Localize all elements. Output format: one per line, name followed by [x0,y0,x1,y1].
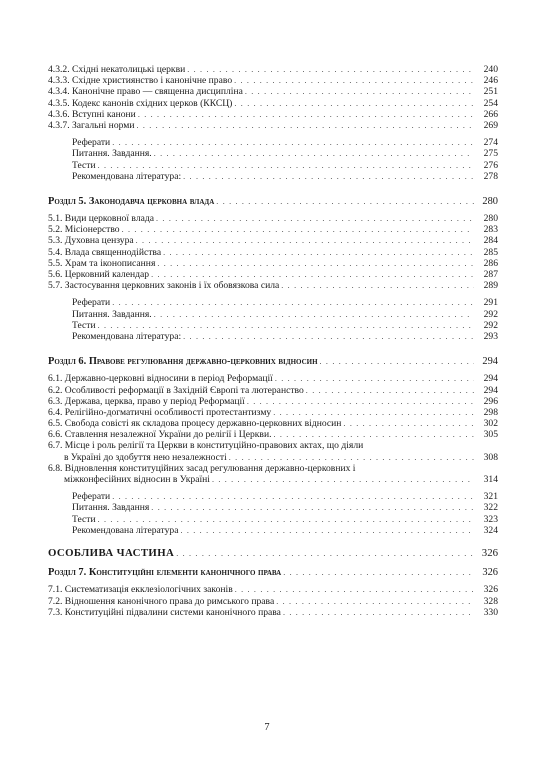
toc-extra-entry[interactable]: Питання. Завдання. . . . 275 [48,148,498,159]
special-part-heading[interactable]: ОСОБЛИВА ЧАСТИНА . . . 326 [48,548,498,559]
page-number: 7 [264,722,270,733]
toc-entry[interactable]: 7.2. Відношення канонічного права до римського права . . . 328 [48,596,498,607]
toc-entry[interactable]: 4.3.2. Східні некатолицькі церкви . . . 240 [48,64,498,75]
toc-extra-entry[interactable]: Реферати . . . 274 [48,137,498,148]
toc-entry[interactable]: 6.6. Ставлення незалежної України до релігії і Церкви. . . . 305 [48,429,498,440]
toc-entry[interactable]: 6.4. Релігійно-догматичні особливості протестантизму . . . 298 [48,407,498,418]
toc-extra-entry[interactable]: Питання. Завдання . . . 322 [48,502,498,513]
toc-entry[interactable]: 4.3.7. Загальні норми . . . 269 [48,120,498,131]
toc-entry[interactable]: 6.1. Державно-церковні відносини в період Реформації . . . 294 [48,373,498,384]
section-6-entries [48,373,498,536]
toc-entry[interactable]: 5.2. Місіонерство . . . 283 [48,224,498,235]
toc-extra-entry[interactable]: Рекомендована література: . . . 293 [48,331,498,342]
toc-entry[interactable]: 5.1. Види церковної влада . . . 280 [48,213,498,224]
toc-entry[interactable]: 5.7. Застосування церковних законів і їх обовязкова сила . . . 289 [48,280,498,291]
toc-entry[interactable]: 4.3.4. Канонічне право — священна дисципліна . . . 251 [48,86,498,97]
toc-entry[interactable]: 6.5. Свобода совісті як складова процесу державно-церковних відносин . . . 302 [48,418,498,429]
section-6-heading[interactable]: Розділ 6. Правове регулювання державно-церковних відносин . . . 294 [48,356,498,367]
toc-extra-entry[interactable]: Питання. Завдання. . . . 292 [48,309,498,320]
toc-extra-entry[interactable]: Реферати . . . 291 [48,297,498,308]
toc-entry[interactable]: 6.2. Особливості реформації в Західній Європі та лютеранство . . . 294 [48,385,498,396]
toc-extra-entry[interactable]: Тести . . . 323 [48,514,498,525]
section-5-entries [48,213,498,342]
toc-entry[interactable]: 5.6. Церковний календар . . . 287 [48,269,498,280]
toc-extra-entry[interactable]: Тести . . . 292 [48,320,498,331]
toc-entry[interactable]: 4.3.5. Кодекс канонів східних церков (ККСЦ) . . . 254 [48,98,498,109]
toc-entry[interactable]: 4.3.6. Вступні канони . . . 266 [48,109,498,120]
section-7-heading[interactable]: Розділ 7. Конституційні елементи канонічного права . . . 326 [48,567,498,578]
toc-entry[interactable]: 5.3. Духовна цензура . . . 284 [48,235,498,246]
toc-entry-multiline[interactable]: 6.8. Відновлення конституційних засад регулювання державно-церковних і міжконфесійних відносин в Україні . . . 314 [48,463,498,485]
toc-entry[interactable]: 6.3. Держава, церква, право у період Реформації . . . 296 [48,396,498,407]
section-7-entries [48,584,498,618]
toc-extra-entry[interactable]: Рекомендована література . . . 324 [48,525,498,536]
toc-extra-entry[interactable]: Реферати . . . 321 [48,491,498,502]
toc-entry-multiline[interactable]: 6.7. Місце і роль релігії та Церкви в конституційно-правових актах, що діяли в Україні до здобуття нею незалежності . . . 308 [48,440,498,462]
section-5-heading[interactable]: Розділ 5. Законодавча церковна влада . . . 280 [48,196,498,207]
toc-extra-entry[interactable]: Тести . . . 276 [48,160,498,171]
toc-entry[interactable]: 5.5. Храм та іконописання . . . 286 [48,258,498,269]
toc-entry[interactable]: 7.1. Систематизація екклезіологічних законів . . . 326 [48,584,498,595]
table-of-contents [48,64,498,618]
toc-entry[interactable]: 7.3. Конституційні підвалини системи канонічного права . . . 330 [48,607,498,618]
chapter4-tail [48,64,498,182]
toc-entry[interactable]: 5.4. Влада священнодійства . . . 285 [48,247,498,258]
toc-entry[interactable]: 4.3.3. Східне християнство і канонічне право . . . 246 [48,75,498,86]
toc-extra-entry[interactable]: Рекомендована література: . . . 278 [48,171,498,182]
